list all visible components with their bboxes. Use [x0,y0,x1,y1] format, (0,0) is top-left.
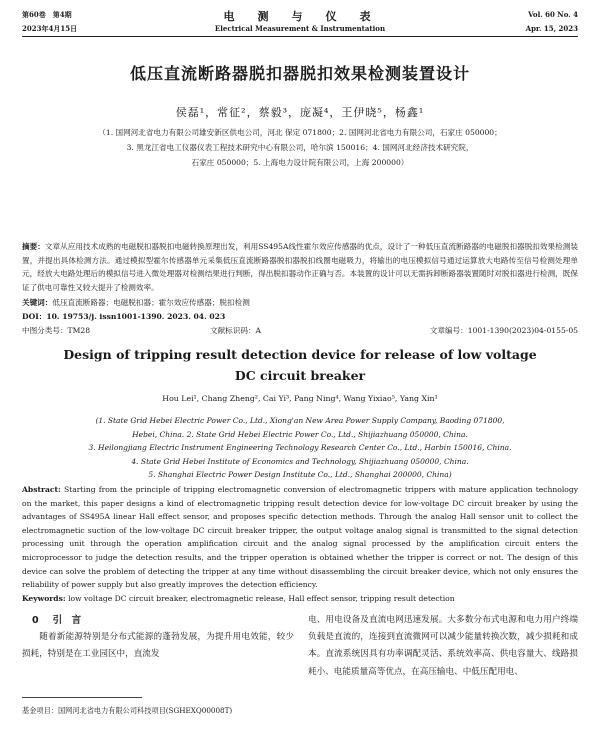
paper-title-cn: 低压直流断路器脱扣器脱扣效果检测装置设计 [129,64,470,83]
classification-row [22,325,578,337]
section-number: 0 [32,615,39,626]
section-title: 引 言 [52,615,82,626]
affiliation-line: 4. State Grid Hebei Institute of Economics and Technology, Shijiazhuang 050000, China. [131,456,469,466]
affiliation-line: 3. 黑龙江省电工仪器仪表工程技术研究中心有限公司，哈尔滨 150016；4. 国网河北经济技术研究院， [126,143,474,152]
date-en: Apr. 15, 2023 [525,24,578,33]
keywords-cn [22,296,578,309]
abstract-en-text: Starting from the principle of tripping electromagnetic conversion of electromagnetic trippers with mature application technology on the market, this paper designs a kind of electromagnetic tripping result detection device for low-voltage DC circuit breaker by using the advantages of SS495A linear Hall effect sensor, and proposes specific detection methods. Through the analog Hall sensor unit to collect the electromagnetic suction of the low-voltage DC circuit breaker tripper, the output voltage analog signal is transmitted to the signal detection processing unit through the operation amplification circuit and the analog signal processed by the amplification circuit enters the microprocessor to judge the detection results, and the tripper operation is obtained whether the tripper is correct or not. The design of this device can solve the problem of detecting the tripper at any time without disassembling the circuit breaker device, which not only ensures the reliability of power supply but also greatly improves the detection efficiency. [22,485,579,590]
keywords-en-label: Keywords: [22,594,66,603]
affiliations-cn [34,125,566,170]
keywords-cn-text: 低压直流断路器；电磁脱扣器；霍尔效应传感器；脱扣检测 [52,298,250,307]
journal-header [22,8,578,38]
intro-paragraph: 随着新能源特别是分布式能源的蓬勃发展，为提升用电效能，较少损耗，特别是在工业园区中，直流发 [22,632,294,659]
journal-name-cn: 电 测 与 仪 表 [223,10,377,23]
keywords-en-text: low voltage DC circuit breaker, electromagnetic release, Hall effect sensor, tripping result detection [68,594,455,603]
date-cn: 2023年4月15日 [22,24,78,33]
affiliation-line: 3. Heilongjiang Electric Instrument Engineering Technology Research Center Co., Ltd., Harbin 150016, China. [88,443,512,452]
affiliation-line: Hebei, China. 2. State Grid Hebei Electric Power Co., Ltd., Shijiazhuang 050000, China. [132,429,468,439]
funding-footnote: 基金项目：国网河北省电力有限公司科技项目(SGHEXQ00008T) [22,706,233,715]
clc-number: 中图分类号：TM28 [22,326,91,335]
abstract-en-label: Abstract: [22,485,61,494]
document-code: 文献标识码：A [210,326,262,335]
header-rule [22,36,578,37]
abstract-cn-text: 文章从应用技术成熟的电磁脱扣器脱扣电磁转换原理出发，利用SS495A线性霍尔效应传感器的优点，设计了一种低压直流断路器的电磁脱扣器脱扣效果检测装置，并提出具体检测方法。通过模拟型霍尔传感器单元采集低压直流断路器脱扣器脱扣线圈电磁吸力，将输出的电压模拟信号通过运算放大电路传至信号检测处理单元，经放大电路处理后的模拟信号进入微处理器对检测结果进行判断，得出脱扣器动作正确与否。本装置的设计可以无需拆卸断路器装置随时对脱扣器进行检测，既保证了供电可靠性又较大提升了检测效率。 [22,242,578,292]
keywords-en [22,594,578,603]
abstract-cn-label: 摘要： [22,242,45,251]
affiliation-line: 5. Shanghai Electric Power Design Institute Co., Ltd., Shanghai 200000, China) [148,470,452,479]
keywords-cn-label: 关键词： [22,298,53,307]
doi: DOI：10. 19753/j. issn1001-1390. 2023. 04. 023 [22,312,226,321]
footnote-rule [22,697,142,698]
abstract-en [22,483,578,592]
journal-name-en: Electrical Measurement & Instrumentation [214,24,386,33]
affiliation-line: 石家庄 050000；5. 上海电力设计院有限公司，上海 200000） [191,158,409,167]
authors-en: Hou Lei¹, Chang Zheng², Cai Yi³, Pang Ning⁴, Wang Yixiao⁵, Yang Xin¹ [162,394,438,403]
body-left-column [22,612,294,663]
section-heading [22,612,294,629]
authors-cn: 侯磊¹，常征²，蔡毅³，庞凝⁴，王伊晓⁵，杨鑫¹ [175,106,425,119]
body-right-column: 电、用电设备及直流电网迅速发展。大多数分布式电源和电力用户终端负载是直流的，连接到直流微网可以减少能量转换次数，减少损耗和成本。直流系统因具有功率调配灵活、系统效率高、供电容量大、线路损耗小、电能质量高等优点，在高压输电、中低压配用电、 [308,615,578,677]
paper-title-en: Design of tripping result detection device for release of low voltage DC circuit breaker [63,347,537,383]
affiliation-line: (1. State Grid Hebei Electric Power Co., Ltd., Xiong'an New Area Power Supply Company, Baoding 071800, [95,416,505,425]
volume-issue-cn: 第60卷 第4期 [22,10,72,19]
abstract-cn [22,240,578,294]
article-number: 文章编号：1001-1390(2023)04-0155-05 [429,326,578,335]
affiliation-line: （1. 国网河北省电力有限公司雄安新区供电公司，河北 保定 071800；2. 国网河北省电力有限公司，石家庄 050000； [98,128,502,137]
volume-issue-en: Vol. 60 No. 4 [528,10,578,19]
affiliations-en [30,414,570,482]
